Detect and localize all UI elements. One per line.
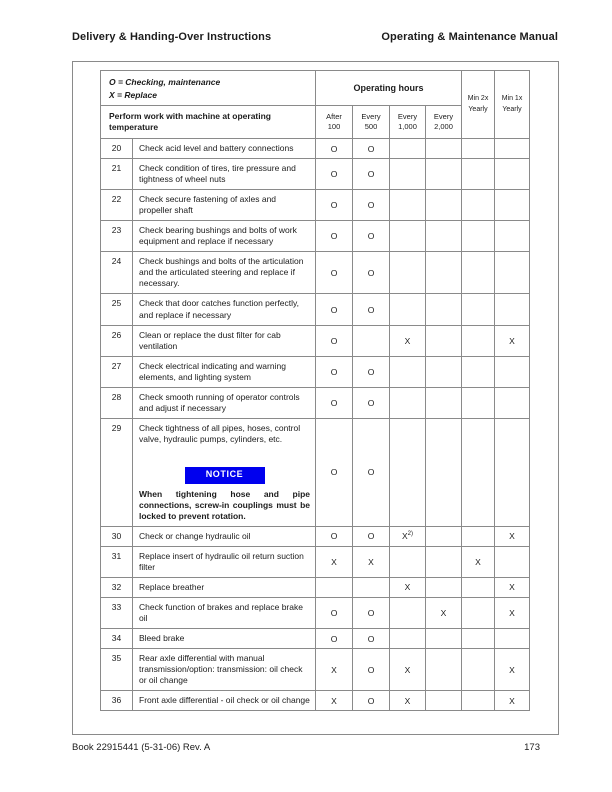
mark-cell-every-1000 xyxy=(390,597,426,628)
mark-cell-after-100: O xyxy=(316,356,353,387)
task-description-cell xyxy=(133,294,316,325)
task-description-cell xyxy=(133,629,316,649)
header-title-right: Operating & Maintenance Manual xyxy=(381,31,558,43)
task-description-text: Bleed brake xyxy=(139,633,185,644)
mark-cell-after-100: O xyxy=(316,139,353,159)
task-description-text: Check bushings and bolts of the articulation and the articulated steering and replace if necessary. xyxy=(139,256,304,289)
mark-cell-every-2000: X xyxy=(426,597,462,628)
mark-cell-every-2000 xyxy=(426,139,462,159)
mark-cell-min-2x xyxy=(462,649,495,691)
legend-line-replace: X = Replace xyxy=(109,89,157,100)
mark-cell-every-1000: X xyxy=(390,325,426,356)
mark-cell-min-1x: X xyxy=(495,649,530,691)
mark-cell-every-2000 xyxy=(426,418,462,526)
task-description-cell xyxy=(133,526,316,546)
task-description-text: Check bearing bushings and bolts of work equipment and replace if necessary xyxy=(139,225,297,247)
mark-cell-min-1x xyxy=(495,221,530,252)
table-row xyxy=(101,221,530,252)
mark-cell-every-1000: X xyxy=(390,649,426,691)
mark-cell-after-100: O xyxy=(316,418,353,526)
table-row xyxy=(101,387,530,418)
mark-cell-every-2000 xyxy=(426,526,462,546)
mark-cell-min-1x xyxy=(495,294,530,325)
task-description-cell xyxy=(133,221,316,252)
mark-cell-every-1000 xyxy=(390,356,426,387)
mark-cell-every-1000 xyxy=(390,252,426,294)
mark-cell-after-100: O xyxy=(316,526,353,546)
mark-cell-every-500: O xyxy=(353,221,390,252)
mark-cell-min-2x xyxy=(462,139,495,159)
mark-cell-every-500: O xyxy=(353,597,390,628)
mark-cell-every-500: O xyxy=(353,526,390,546)
row-number-cell: 27 xyxy=(101,356,133,387)
row-number-cell: 28 xyxy=(101,387,133,418)
mark-cell-after-100: O xyxy=(316,190,353,221)
mark-cell-min-1x xyxy=(495,159,530,190)
row-number-cell: 29 xyxy=(101,418,133,526)
task-description-cell xyxy=(133,325,316,356)
table-row xyxy=(101,190,530,221)
mark-cell-every-500 xyxy=(353,577,390,597)
task-description-cell xyxy=(133,597,316,628)
mark-cell-min-2x xyxy=(462,356,495,387)
mark-cell-min-1x xyxy=(495,190,530,221)
header-title-left: Delivery & Handing-Over Instructions xyxy=(72,31,272,43)
min-1x-yearly-header: Min 1x Yearly xyxy=(495,71,530,139)
task-description-cell xyxy=(133,691,316,711)
notice-badge: NOTICE xyxy=(185,467,265,484)
mark-cell-min-2x xyxy=(462,418,495,526)
row-number-cell: 31 xyxy=(101,546,133,577)
task-description-text: Replace breather xyxy=(139,581,205,592)
table-row xyxy=(101,597,530,628)
row-number-cell: 32 xyxy=(101,577,133,597)
legend-cell xyxy=(101,71,316,106)
mark-cell-every-500: O xyxy=(353,159,390,190)
task-description-text: Check electrical indicating and warning elements, and lighting system xyxy=(139,360,286,382)
mark-cell-every-1000 xyxy=(390,629,426,649)
mark-cell-every-500: O xyxy=(353,190,390,221)
mark-cell-min-1x xyxy=(495,418,530,526)
mark-cell-after-100: O xyxy=(316,221,353,252)
mark-cell-after-100: X xyxy=(316,649,353,691)
mark-cell-every-500: O xyxy=(353,418,390,526)
mark-cell-min-2x xyxy=(462,597,495,628)
task-description-cell xyxy=(133,546,316,577)
mark-cell-every-500: O xyxy=(353,629,390,649)
row-number-cell: 34 xyxy=(101,629,133,649)
mark-cell-every-500: O xyxy=(353,356,390,387)
mark-cell-min-1x xyxy=(495,546,530,577)
mark-cell-every-1000 xyxy=(390,387,426,418)
mark-cell-every-2000 xyxy=(426,387,462,418)
footer-page-number: 173 xyxy=(524,742,540,753)
table-row xyxy=(101,356,530,387)
operating-hours-header: Operating hours xyxy=(316,71,462,106)
mark-cell-after-100: O xyxy=(316,325,353,356)
row-number-cell: 23 xyxy=(101,221,133,252)
row-number-cell: 25 xyxy=(101,294,133,325)
task-description-cell xyxy=(133,387,316,418)
mark-cell-every-1000 xyxy=(390,418,426,526)
mark-cell-every-2000 xyxy=(426,577,462,597)
every-2000-header: Every 2,000 xyxy=(426,106,462,139)
mark-cell-after-100: O xyxy=(316,252,353,294)
row-number-cell: 26 xyxy=(101,325,133,356)
row-number-cell: 21 xyxy=(101,159,133,190)
table-row xyxy=(101,629,530,649)
table-row xyxy=(101,691,530,711)
mark-cell-every-2000 xyxy=(426,649,462,691)
mark-cell-every-2000 xyxy=(426,294,462,325)
mark-cell-min-1x xyxy=(495,356,530,387)
mark-cell-every-500: O xyxy=(353,252,390,294)
mark-cell-min-2x xyxy=(462,629,495,649)
table-body xyxy=(101,139,530,711)
task-description-cell xyxy=(133,356,316,387)
mark-cell-every-500: O xyxy=(353,294,390,325)
task-description-cell xyxy=(133,252,316,294)
row-number-cell: 35 xyxy=(101,649,133,691)
table-row xyxy=(101,325,530,356)
task-description-text: Replace insert of hydraulic oil return suction filter xyxy=(139,550,304,572)
every-500-header: Every 500 xyxy=(353,106,390,139)
mark-cell-every-1000 xyxy=(390,546,426,577)
mark-cell-after-100: O xyxy=(316,597,353,628)
mark-cell-after-100: X xyxy=(316,546,353,577)
task-description-text: Check tightness of all pipes, hoses, control valve, hydraulic pumps, cylinders, etc. xyxy=(139,422,301,444)
table-row xyxy=(101,252,530,294)
mark-cell-min-1x xyxy=(495,252,530,294)
mark-cell-min-2x xyxy=(462,387,495,418)
legend-line-checking: O = Checking, maintenance xyxy=(109,77,221,88)
mark-cell-after-100: X xyxy=(316,691,353,711)
mark-cell-min-1x: X xyxy=(495,325,530,356)
row-number-cell: 24 xyxy=(101,252,133,294)
document-header xyxy=(72,31,558,43)
mark-cell-min-1x: X xyxy=(495,526,530,546)
mark-cell-min-2x xyxy=(462,252,495,294)
notice-text: When tightening hose and pipe connections, screw-in couplings must be locked to prevent rotation. xyxy=(139,488,310,521)
task-description-text: Check smooth running of operator controls and adjust if necessary xyxy=(139,391,300,413)
task-description-cell xyxy=(133,577,316,597)
task-description-text: Check secure fastening of axles and propeller shaft xyxy=(139,194,277,216)
mark-cell-min-2x xyxy=(462,526,495,546)
mark-cell-every-500: O xyxy=(353,139,390,159)
min-2x-yearly-header: Min 2x Yearly xyxy=(462,71,495,139)
table-header-row-1 xyxy=(101,71,530,106)
row-number-cell: 22 xyxy=(101,190,133,221)
table-row xyxy=(101,159,530,190)
mark-cell-min-2x xyxy=(462,577,495,597)
mark-cell-min-1x: X xyxy=(495,597,530,628)
mark-cell-every-1000: X xyxy=(390,577,426,597)
mark-cell-min-1x xyxy=(495,629,530,649)
mark-cell-every-1000 xyxy=(390,221,426,252)
every-1000-header: Every 1,000 xyxy=(390,106,426,139)
mark-cell-every-500: O xyxy=(353,649,390,691)
mark-cell-min-1x: X xyxy=(495,577,530,597)
table-row xyxy=(101,526,530,546)
mark-cell-min-1x: X xyxy=(495,691,530,711)
mark-cell-every-500 xyxy=(353,325,390,356)
table-row xyxy=(101,577,530,597)
row-number-cell: 20 xyxy=(101,139,133,159)
task-description-text: Front axle differential - oil check or oil change xyxy=(139,695,310,706)
mark-cell-every-1000 xyxy=(390,190,426,221)
mark-cell-min-2x xyxy=(462,190,495,221)
mark-cell-min-2x xyxy=(462,691,495,711)
table-row xyxy=(101,294,530,325)
document-footer xyxy=(72,742,540,753)
mark-cell-after-100: O xyxy=(316,387,353,418)
mark-cell-min-2x xyxy=(462,159,495,190)
mark-cell-min-2x xyxy=(462,325,495,356)
footer-book-info: Book 22915441 (5-31-06) Rev. A xyxy=(72,742,211,753)
maintenance-schedule-table xyxy=(100,70,530,711)
task-description-cell xyxy=(133,190,316,221)
task-description-text: Check acid level and battery connections xyxy=(139,143,294,153)
mark-cell-every-1000: $X^{2)}$ xyxy=(390,526,426,546)
mark-cell-every-1000 xyxy=(390,139,426,159)
after-100-header: After 100 xyxy=(316,106,353,139)
mark-cell-min-2x: X xyxy=(462,546,495,577)
mark-cell-min-1x xyxy=(495,139,530,159)
mark-cell-every-2000 xyxy=(426,221,462,252)
mark-cell-after-100: O xyxy=(316,629,353,649)
task-description-text: Clean or replace the dust filter for cab ventilation xyxy=(139,329,281,351)
row-number-cell: 30 xyxy=(101,526,133,546)
mark-cell-every-2000 xyxy=(426,546,462,577)
content-border-box xyxy=(72,61,559,735)
task-description-text: Check that door catches function perfectly, and replace if necessary xyxy=(139,298,300,320)
mark-cell-every-2000 xyxy=(426,252,462,294)
task-description-text: Check or change hydraulic oil xyxy=(139,530,251,541)
mark-cell-every-2000 xyxy=(426,325,462,356)
mark-cell-min-1x xyxy=(495,387,530,418)
task-description-cell xyxy=(133,159,316,190)
table-row xyxy=(101,139,530,159)
task-description-text: Rear axle differential with manual transmission/option: transmission: oil check or oil change xyxy=(139,653,303,686)
mark-cell-every-1000 xyxy=(390,294,426,325)
mark-cell-every-2000 xyxy=(426,691,462,711)
row-number-cell: 36 xyxy=(101,691,133,711)
task-description-text: Check condition of tires, tire pressure and tightness of wheel nuts xyxy=(139,163,296,185)
task-description-cell xyxy=(133,649,316,691)
task-description-cell xyxy=(133,418,316,526)
mark-cell-after-100 xyxy=(316,577,353,597)
mark-cell-every-1000: X xyxy=(390,691,426,711)
mark-cell-every-500: O xyxy=(353,387,390,418)
perform-work-header: Perform work with machine at operating temperature xyxy=(101,106,316,139)
mark-cell-every-2000 xyxy=(426,159,462,190)
mark-cell-every-1000 xyxy=(390,159,426,190)
mark-cell-every-500: X xyxy=(353,546,390,577)
row-number-cell: 33 xyxy=(101,597,133,628)
table-row xyxy=(101,418,530,526)
task-description-cell xyxy=(133,139,316,159)
mark-cell-every-2000 xyxy=(426,190,462,221)
mark-cell-after-100: O xyxy=(316,159,353,190)
mark-cell-every-2000 xyxy=(426,629,462,649)
table-row xyxy=(101,649,530,691)
mark-cell-every-2000 xyxy=(426,356,462,387)
mark-cell-every-500: O xyxy=(353,691,390,711)
task-description-text: Check function of brakes and replace brake oil xyxy=(139,601,303,623)
mark-cell-min-2x xyxy=(462,294,495,325)
mark-cell-after-100: O xyxy=(316,294,353,325)
mark-cell-min-2x xyxy=(462,221,495,252)
table-row xyxy=(101,546,530,577)
